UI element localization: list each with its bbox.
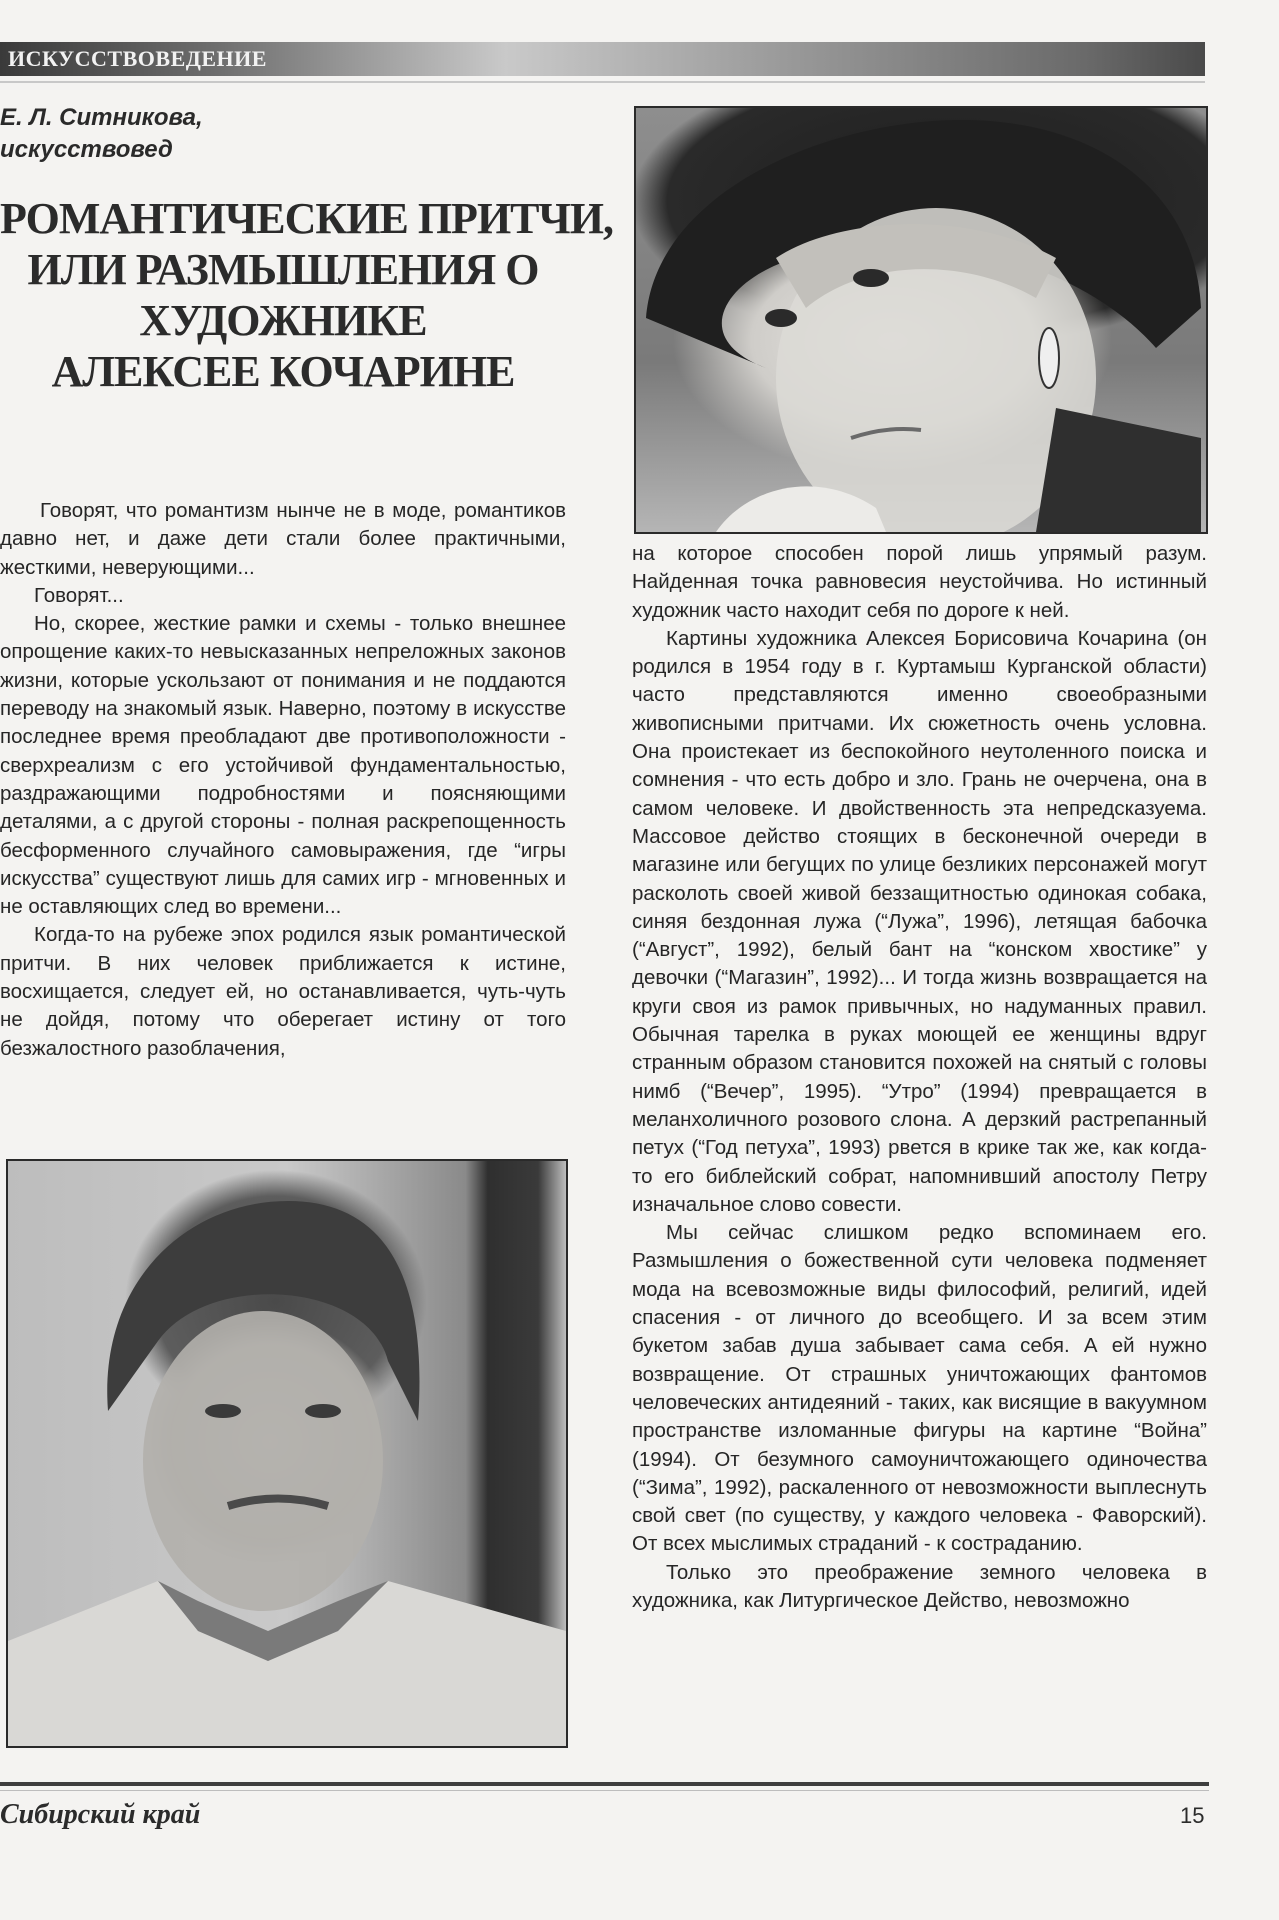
footer-rule [0,1782,1209,1786]
header-rule [0,81,1205,83]
author-name: Е. Л. Ситникова, [0,104,203,131]
paragraph: Мы сейчас слишком редко вспоминаем его. Размышления о божественной сути человека подменяет мода на всевозможные виды философий, религий, идей спасения - от личного до всеобщего. И за всем этим букетом забав душа забывает сама себя. А ей нужно возвращение. От страшных уничтожающих фантомов человеческих антидеяний - таких, как висящие в вакуумном пространстве изломанные фигуры на картине “Война” (1994). От безумного самоуничтожающего одиночества (“Зима”, 1992), раскаленного от невозможности выплеснуть свой свет (по существу, у каждого человека - Фаворский). От всех мыслимых страданий - к состраданию. [632,1221,1207,1556]
title-line: ХУДОЖНИКЕ [139,296,427,345]
author-role: искусствовед [0,136,173,163]
section-header-bar [0,42,1205,76]
paragraph: Только это преображение земного человека в художника, как Литургическое Действо, невозможно [632,1560,1207,1612]
article-title [0,193,614,397]
title-line: РОМАНТИЧЕСКИЕ ПРИТЧИ, [0,194,614,243]
paragraph: Когда-то на рубеже эпох родился язык романтической притчи. В них человек приближается к истине, восхищается, следует ей, но останавливается, чуть-чуть не дойдя, потому что оберегает истину от того безжалостного разоблачения, [0,923,566,1060]
left-text-column [0,497,566,1063]
publication-name: Сибирский край [0,1799,201,1830]
paragraph: Говорят, что романтизм нынче не в моде, романтиков давно нет, и даже дети стали более практичными, жесткими, неверующими... [0,499,566,579]
author-byline [0,102,203,166]
title-line: ИЛИ РАЗМЫШЛЕНИЯ О [27,245,539,294]
page-number: 15 [1180,1803,1205,1828]
title-line: АЛЕКСЕЕ КОЧАРИНЕ [51,347,515,396]
paragraph: Говорят... [34,583,124,607]
section-title: ИСКУССТВОВЕДЕНИЕ [8,46,267,71]
portrait-woman-illustration [636,108,1206,532]
paragraph: Но, скорее, жесткие рамки и схемы - только внешнее опрощение каких-то невысказанных непреложных законов жизни, которые ускользают от понимания и не поддаются переводу на знакомый язык. Наверно, поэтому в искусстве последнее время преобладают две противоположности - сверхреализм с его устойчивой фундаментальностью, раздражающими подробностями и поясняющими деталями, а с другой стороны - полная раскрепощенность бесформенного случайного самовыражения, где “игры искусства” существуют лишь для самих игр - мгновенных и не оставляющих след во времени... [0,612,566,919]
right-text-column [632,540,1207,1615]
photo-man-portrait [6,1159,568,1748]
footer-rule-thin [0,1790,1209,1791]
photo-woman-portrait [634,106,1208,534]
paragraph-continuation: на которое способен порой лишь упрямый разум. Найденная точка равновесия неустойчива. Но истинный художник часто находит себя по дороге к ней. [632,542,1207,622]
paragraph: Картины художника Алексея Борисовича Кочарина (он родился в 1954 году в г. Куртамыш Курганской области) часто представляются именно своеобразными живописными притчами. Их сюжетность очень условна. Она проистекает из беспокойного неутоленного поиска и сомнения - что есть добро и зло. Грань не очерчена, она в самом человеке. И двойственность эта непредсказуема. Массовое действо стоящих в бесконечной очереди в магазине или бегущих по улице безликих персонажей могут расколоть своей живой беззащитностью одинокая собака, синяя бездонная лужа (“Лужа”, 1996), летящая бабочка (“Август”, 1992), белый бант на “конском хвостике” у девочки (“Магазин”, 1992)... И тогда жизнь возвращается на круги своя из рамок привычных, но надуманных правил. Обычная тарелка в руках моющей ее женщины вдруг странным образом становится похожей на снятый с головы нимб (“Вечер”, 1995). “Утро” (1994) превращается в меланхоличного розового слона. А дерзкий растрепанный петух (“Год петуха”, 1993) рвется в крике так же, как когда-то его библейский собрат, напомнивший апостолу Петру изначальное слово совести. [632,626,1207,1216]
portrait-man-illustration [8,1161,566,1746]
